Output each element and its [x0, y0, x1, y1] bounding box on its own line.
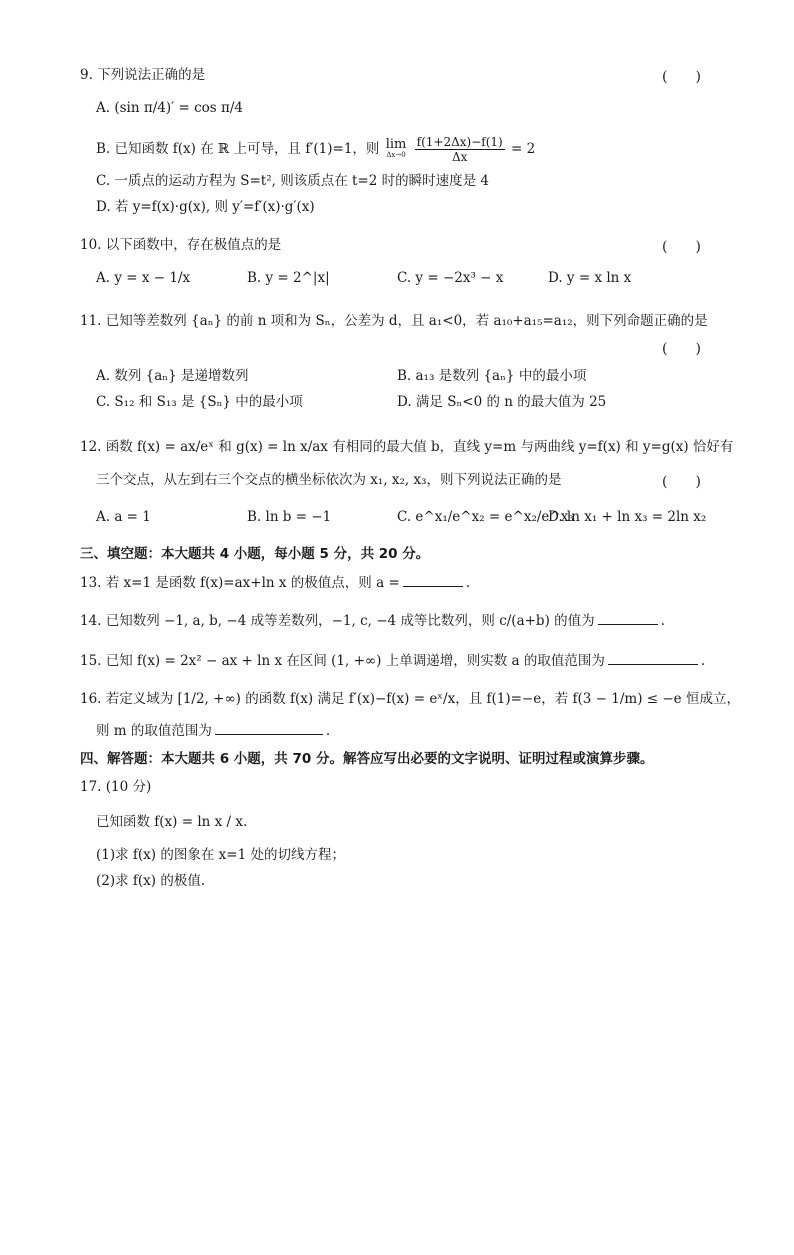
q10-option-a: A. y = x − 1/x	[96, 270, 191, 286]
q12-option-c: C. e^x₁/e^x₂ = e^x₂/e^x₃	[397, 509, 574, 525]
q14-text: 14. 已知数列 −1, a, b, −4 成等差数列，−1, c, −4 成等比数列，则 c/(a+b) 的值为	[80, 613, 595, 629]
q16-end: .	[325, 723, 331, 739]
answer-paren: ( )	[662, 341, 701, 357]
answer-blank	[215, 722, 323, 735]
fraction-numerator: f(1+2Δx)−f(1)	[416, 135, 503, 149]
q15	[80, 652, 705, 670]
q14	[80, 612, 665, 630]
q10-option-d: D. y = x ln x	[548, 270, 632, 286]
q9-stem: 9. 下列说法正确的是	[80, 67, 206, 83]
q11-option-a: A. 数列 {aₙ} 是递增数列	[96, 368, 249, 384]
q17-given: 已知函数 f(x) = ln x / x.	[96, 814, 248, 830]
answer-blank	[403, 574, 463, 587]
q9-fraction	[415, 135, 505, 164]
q9-option-b-end: = 2	[511, 141, 536, 157]
q15-text: 15. 已知 f(x) = 2x² − ax + ln x 在区间 (1, +∞) 上单调递增，则实数 a 的取值范围为	[80, 653, 605, 669]
answer-paren: ( )	[662, 69, 701, 85]
q9-limit	[385, 136, 407, 160]
q10-option-c: C. y = −2x³ − x	[397, 270, 504, 286]
q9-option-a: A. (sin π/4)′ = cos π/4	[96, 100, 243, 116]
q12-stem-line2: 三个交点，从左到右三个交点的横坐标依次为 x₁, x₂, x₃，则下列说法正确的是	[96, 472, 562, 488]
q12-option-a: A. a = 1	[96, 509, 151, 525]
q12-stem-line1: 12. 函数 f(x) = ax/eˣ 和 g(x) = ln x/ax 有相同的最大值 b，直线 y=m 与两曲线 y=f(x) 和 y=g(x) 恰好有	[80, 439, 734, 455]
lim-label: lim	[385, 136, 407, 152]
q11-option-d: D. 满足 Sₙ<0 的 n 的最大值为 25	[397, 394, 607, 410]
q9-option-d: D. 若 y=f(x)·g(x), 则 y′=f′(x)·g′(x)	[96, 199, 315, 215]
lim-sub: Δx→0	[386, 150, 406, 159]
q13-text: 13. 若 x=1 是函数 f(x)=ax+ln x 的极值点，则 a =	[80, 575, 400, 591]
q12-option-d: D. ln x₁ + ln x₃ = 2ln x₂	[548, 509, 707, 525]
q16-line1: 16. 若定义域为 [1/2, +∞) 的函数 f(x) 满足 f′(x)−f(x) = eˣ/x，且 f(1)=−e，若 f(3 − 1/m) ≤ −e 恒成立，	[80, 691, 740, 707]
q13	[80, 574, 470, 592]
q14-end: .	[660, 613, 665, 629]
q17-part2: (2)求 f(x) 的极值.	[96, 873, 206, 889]
answer-paren: ( )	[662, 239, 701, 255]
q15-end: .	[700, 653, 706, 669]
answer-blank	[598, 612, 658, 625]
section-4-heading: 四、解答题：本大题共 6 小题，共 70 分。解答应写出必要的文字说明、证明过程或演算步骤。	[80, 751, 654, 767]
q10-stem: 10. 以下函数中，存在极值点的是	[80, 237, 282, 253]
q11-option-b: B. a₁₃ 是数列 {aₙ} 中的最小项	[397, 368, 587, 384]
q11-stem: 11. 已知等差数列 {aₙ} 的前 n 项和为 Sₙ，公差为 d，且 a₁<0，若 a₁₀+a₁₅=a₁₂，则下列命题正确的是	[80, 313, 708, 329]
q17-heading: 17. (10 分)	[80, 779, 152, 795]
q12-option-b: B. ln b = −1	[247, 509, 332, 525]
answer-paren: ( )	[662, 474, 701, 490]
q9-option-b-text: B. 已知函数 f(x) 在 ℝ 上可导，且 f′(1)=1，则	[96, 141, 380, 157]
q13-end: .	[465, 575, 471, 591]
q10-option-b: B. y = 2^|x|	[247, 270, 330, 286]
section-3-heading: 三、填空题：本大题共 4 小题，每小题 5 分，共 20 分。	[80, 546, 430, 562]
q9-option-b	[96, 135, 535, 164]
q9-option-c: C. 一质点的运动方程为 S=t², 则该质点在 t=2 时的瞬时速度是 4	[96, 173, 489, 189]
answer-blank	[608, 652, 698, 665]
q17-part1: (1)求 f(x) 的图象在 x=1 处的切线方程；	[96, 847, 345, 863]
q11-option-c: C. S₁₂ 和 S₁₃ 是 {Sₙ} 中的最小项	[96, 394, 303, 410]
q16-text: 则 m 的取值范围为	[96, 723, 212, 739]
q16-line2	[96, 722, 330, 740]
fraction-denominator: Δx	[451, 150, 468, 164]
